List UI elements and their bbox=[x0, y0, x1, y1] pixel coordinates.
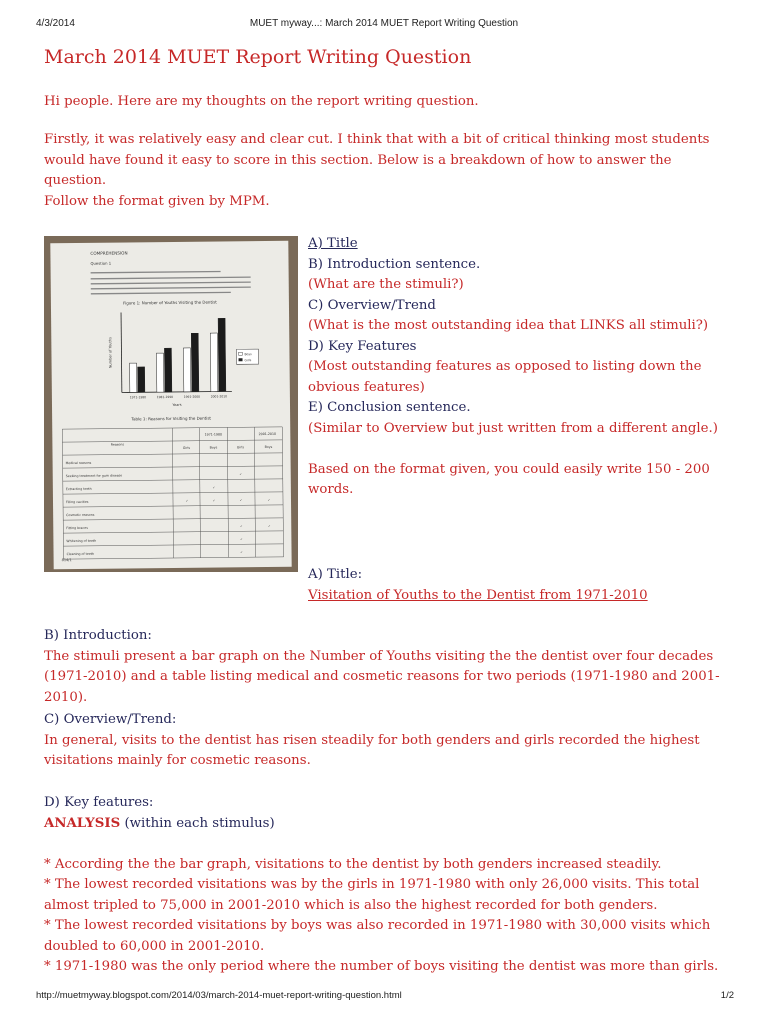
chart-bars bbox=[129, 318, 226, 392]
answer-title-label: A) Title: bbox=[308, 567, 363, 582]
print-date: 4/3/2014 bbox=[36, 18, 75, 29]
table-header-period2: 2001-2010 bbox=[258, 431, 277, 437]
outline-title: A) Title bbox=[308, 236, 358, 251]
answer-introduction-label: B) Introduction: bbox=[44, 628, 152, 643]
table-row-label: Extracting teeth bbox=[65, 486, 92, 492]
table-row-label: Fitting braces bbox=[66, 525, 88, 531]
answer-overview-text: In general, visits to the dentist has risen steadily for both genders and girls recorded the highest visitations mainly for cosmetic reasons. bbox=[44, 732, 700, 768]
answer-introduction-section bbox=[44, 626, 734, 708]
chart-category-label: 2001-2010 bbox=[210, 394, 228, 399]
bar-girls-1 bbox=[164, 348, 171, 392]
bar-boys-0 bbox=[130, 363, 137, 392]
table-check: ✓ bbox=[239, 498, 243, 503]
paper-question: Question 1 bbox=[90, 260, 112, 266]
word-count-note: Based on the format given, you could easily write 150 - 200 words. bbox=[308, 461, 710, 497]
print-footer bbox=[0, 990, 768, 1006]
bar-boys-1 bbox=[156, 353, 163, 392]
print-title: MUET myway...: March 2014 MUET Report Writing Question bbox=[249, 18, 519, 29]
bar-boys-2 bbox=[183, 348, 190, 392]
legend-boys-swatch bbox=[238, 352, 242, 355]
reasons-table bbox=[62, 427, 283, 559]
bullet-2: * The lowest recorded visitations was by the girls in 1971-1980 with only 26,000 visits. This total almost tripled to 75,000 in 2001-2010 which is also the highest recorded for both genders. bbox=[44, 877, 700, 913]
chart-category-label: 1971-1980 bbox=[129, 395, 147, 400]
table-header-boys: Boys bbox=[264, 444, 273, 450]
print-url[interactable]: http://muetmyway.blogspot.com/2014/03/march-2014-muet-report-writing-question.html bbox=[36, 990, 402, 1001]
analysis-label: ANALYSIS bbox=[44, 815, 121, 831]
table-check: ✓ bbox=[267, 497, 271, 502]
chart-category-label: 1981-1990 bbox=[156, 394, 174, 400]
intro-paragraph: Hi people. Here are my thoughts on the report writing question. bbox=[44, 94, 479, 109]
chart-title: Figure 1: Number of Youths Visiting the Dentist bbox=[123, 299, 217, 306]
bullet-3: * The lowest recorded visitations by boys was also recorded in 1971-1980 with 30,000 visits which doubled to 60,000 in 2001-2010. bbox=[44, 918, 711, 954]
table-check: ✓ bbox=[239, 524, 243, 529]
table-check: ✓ bbox=[212, 485, 216, 490]
table-check: ✓ bbox=[185, 498, 189, 503]
table-row-label: Seeking treatment for gum disease bbox=[65, 473, 123, 479]
table-header-period1: 1971-1980 bbox=[204, 432, 223, 437]
paper-section: COMPREHENSION bbox=[90, 250, 128, 256]
table-check: ✓ bbox=[267, 523, 271, 528]
answer-key-features-label: D) Key features: bbox=[44, 795, 154, 810]
format-outline bbox=[308, 234, 748, 501]
print-header bbox=[0, 18, 768, 34]
bar-girls-3 bbox=[218, 318, 226, 391]
outline-key-features: D) Key Features bbox=[308, 338, 417, 354]
outline-conclusion: E) Conclusion sentence bbox=[308, 400, 467, 415]
answer-title-text[interactable]: Visitation of Youths to the Dentist from 1971-2010 bbox=[308, 587, 648, 603]
table-check: ✓ bbox=[240, 537, 243, 542]
legend-girls: Girls bbox=[244, 358, 252, 363]
bullet-4: * 1971-1980 was the only period where the number of boys visiting the dentist was more than girls. bbox=[44, 959, 719, 974]
chart-y-axis bbox=[121, 313, 122, 393]
table-row-label: Cleaning of teeth bbox=[66, 551, 95, 557]
table-row-label: Whitening of teeth bbox=[66, 538, 97, 544]
answer-introduction-text: The stimuli present a bar graph on the Number of Youths visiting the the dentist over four decades (1971-2010) and a table listing medical and cosmetic reasons for two periods (1971-1980 and 2001-2010). bbox=[44, 648, 720, 705]
outline-introduction-note: (What are the stimuli?) bbox=[308, 277, 464, 292]
bar-boys-3 bbox=[210, 333, 218, 392]
outline-overview-note: (What is the most outstanding idea that LINKS all stimuli?) bbox=[308, 318, 709, 333]
table-title: Table 1: Reasons for Visiting the Dentist bbox=[131, 415, 212, 422]
answer-key-features-section bbox=[44, 793, 734, 978]
answer-overview-section bbox=[44, 710, 734, 772]
answer-overview-label: C) Overview/Trend: bbox=[44, 712, 177, 727]
table-check: ✓ bbox=[240, 550, 243, 555]
outline-introduction-dot: . bbox=[475, 256, 481, 272]
exam-paper bbox=[50, 241, 291, 569]
table-header-girls: Girls bbox=[182, 445, 191, 450]
bar-girls-0 bbox=[138, 367, 145, 392]
table-header-boys: Boys bbox=[209, 445, 218, 450]
table-row-label: Filling cavities bbox=[65, 499, 89, 505]
table-header-reasons: Reasons bbox=[110, 442, 125, 447]
legend-girls-swatch bbox=[239, 358, 243, 361]
outline-introduction: B) Introduction sentence bbox=[308, 256, 476, 272]
answer-title-section bbox=[308, 565, 748, 606]
exam-paper-photo bbox=[44, 236, 298, 572]
paper-code: 814/1 bbox=[61, 558, 72, 563]
bullet-1: * According the the bar graph, visitations to the dentist by both genders increased steadily. bbox=[44, 856, 662, 872]
print-page-number: 1/2 bbox=[720, 990, 734, 1001]
outline-conclusion-note: (Similar to Overview but just written from a different angle.) bbox=[308, 420, 718, 436]
chart-xlabel: Years bbox=[172, 402, 182, 407]
paper-text-lines bbox=[91, 271, 251, 294]
chart-ylabel: Number of Youths bbox=[108, 337, 113, 369]
outline-key-features-note: (Most outstanding features as opposed to listing down the obvious features) bbox=[308, 359, 702, 395]
analysis-within: (within each stimulus) bbox=[120, 815, 275, 831]
chart-category-label: 1991-2000 bbox=[183, 394, 201, 399]
follow-paragraph: Follow the format given by MPM. bbox=[44, 194, 270, 209]
bar-girls-2 bbox=[191, 333, 199, 392]
table-check: ✓ bbox=[239, 472, 243, 477]
chart-categories bbox=[130, 394, 227, 399]
outline-overview: C) Overview/Trend bbox=[308, 297, 436, 313]
firstly-paragraph: Firstly, it was relatively easy and clear cut. I think that with a bit of critical thinking most students would have found it easy to score in this section. Below is a breakdown of how to answer the question. bbox=[44, 132, 710, 188]
table-check: ✓ bbox=[212, 498, 216, 503]
table-header-girls: Girls bbox=[236, 445, 245, 450]
outline-conclusion-dot: . bbox=[466, 400, 471, 415]
table-row-label: Cosmetic reasons bbox=[66, 512, 95, 518]
legend-boys: Boys bbox=[244, 352, 252, 357]
post-title: March 2014 MUET Report Writing Question bbox=[44, 46, 472, 68]
table-row-label: Medical reasons bbox=[65, 460, 92, 466]
